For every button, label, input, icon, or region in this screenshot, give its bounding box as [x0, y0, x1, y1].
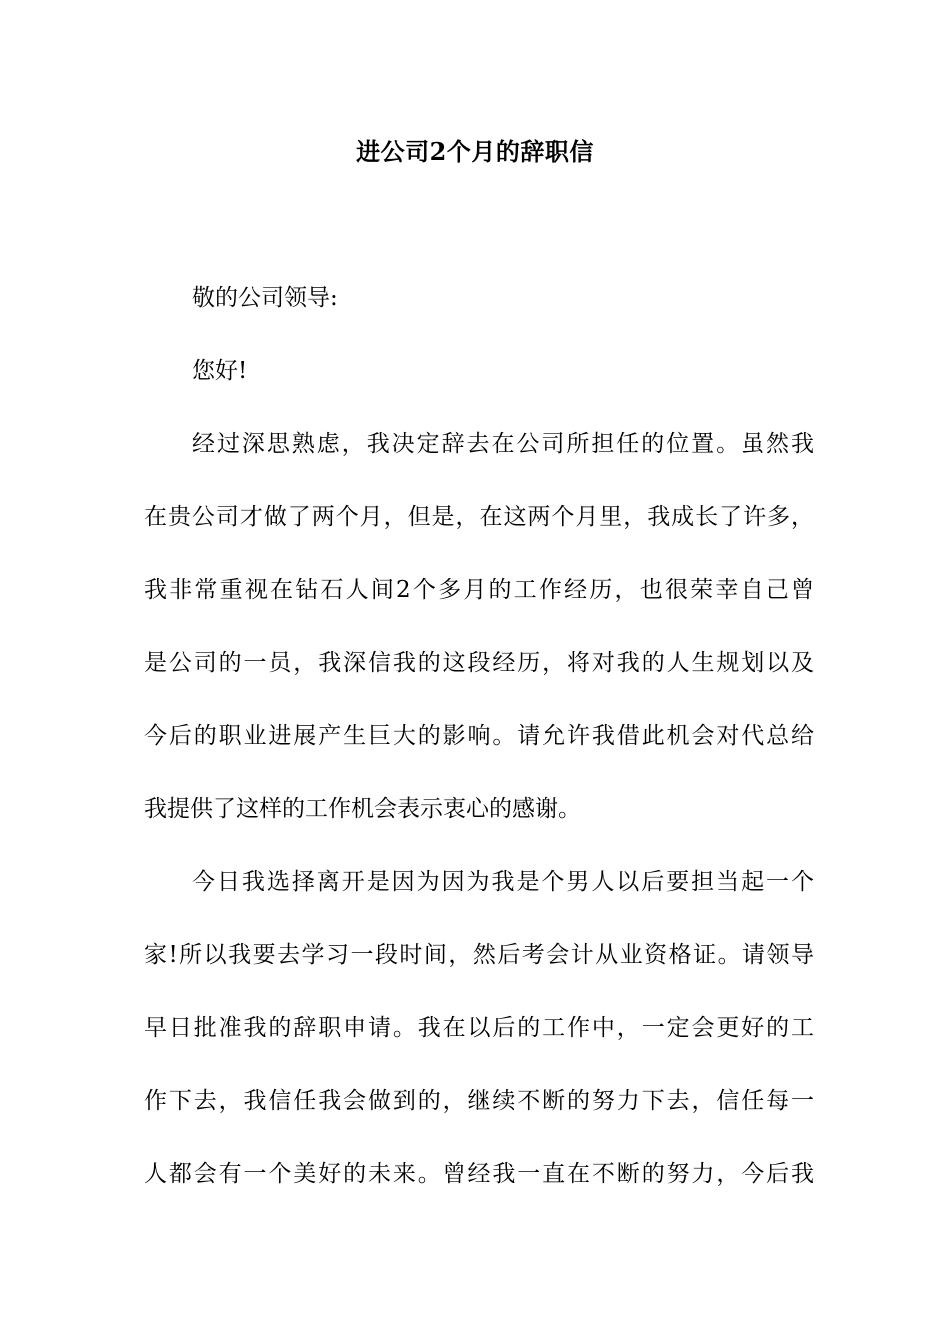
paragraph-2	[144, 846, 814, 1211]
paragraph-line: 早日批准我的辞职申请。我在以后的工作中，一定会更好的工	[144, 1015, 814, 1041]
letter-body	[144, 262, 814, 1211]
greeting: 您好!	[192, 358, 248, 384]
paragraph-1	[144, 408, 814, 846]
page-title: 进公司2个月的辞职信	[356, 137, 594, 166]
paragraph-line: 作下去，我信任我会做到的，继续不断的努力下去，信任每一	[144, 1088, 814, 1114]
paragraph-line: 今后的职业进展产生巨大的影响。请允许我借此机会对代总给	[144, 723, 814, 749]
paragraph-line: 我非常重视在钻石人间2个多月的工作经历，也很荣幸自己曾	[144, 577, 814, 603]
paragraph-line: 人都会有一个美好的未来。曾经我一直在不断的努力，今后我	[144, 1161, 814, 1187]
paragraph-line: 我提供了这样的工作机会表示衷心的感谢。	[144, 796, 581, 822]
paragraph-line: 家!所以我要去学习一段时间，然后考会计从业资格证。请领导	[144, 942, 814, 968]
paragraph-line: 经过深思熟虑，我决定辞去在公司所担任的位置。虽然我	[192, 431, 814, 457]
salutation: 敬的公司领导:	[192, 285, 338, 311]
paragraph-line: 是公司的一员，我深信我的这段经历，将对我的人生规划以及	[144, 650, 814, 676]
paragraph-line: 今日我选择离开是因为因为我是个男人以后要担当起一个	[192, 869, 814, 895]
paragraph-line: 在贵公司才做了两个月，但是，在这两个月里，我成长了许多，	[144, 504, 814, 530]
